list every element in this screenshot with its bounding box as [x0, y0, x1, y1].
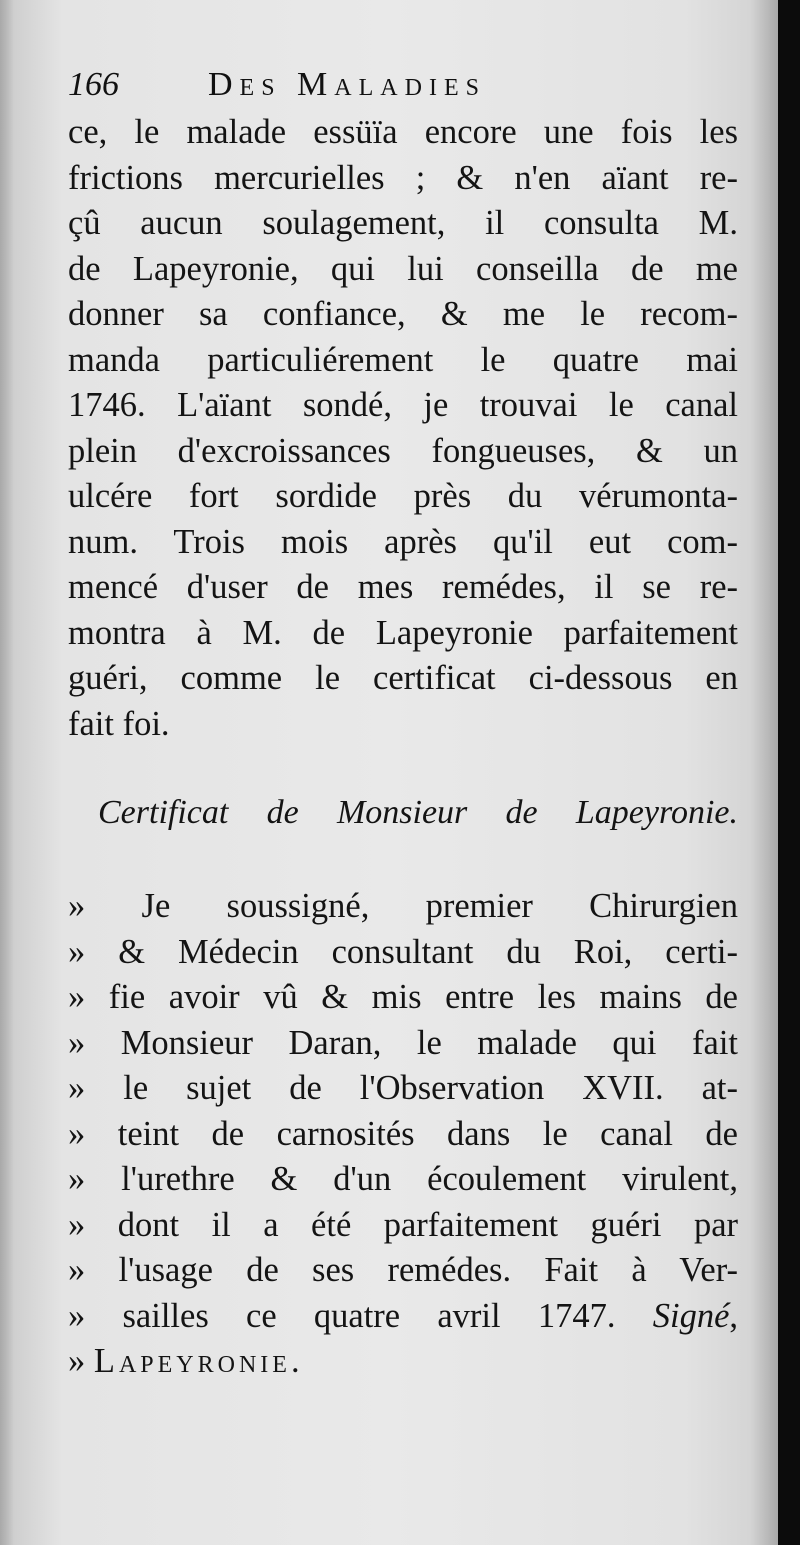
- text-line: donner sa confiance, & me le recom-: [68, 295, 738, 333]
- text-line: ce, le malade essüïa encore une fois les: [68, 113, 738, 151]
- page-header: [68, 66, 728, 106]
- page-spine-shadow: [0, 0, 14, 1545]
- text-line: frictions mercurielles ; & n'en aïant re-: [68, 158, 738, 197]
- quoted-line: » teint de carnosités dans le canal de: [68, 1114, 738, 1153]
- quoted-line: » l'usage de ses remédes. Fait à Ver-: [68, 1251, 738, 1289]
- text-line: ulcére fort sordide près du vérumonta-: [68, 477, 738, 515]
- quoted-line-text: » sailles ce quatre avril 1747.: [68, 1296, 616, 1335]
- running-title: Des Maladies: [208, 66, 486, 103]
- text-line: manda particuliérement le quatre mai: [68, 340, 738, 379]
- quoted-line-with-signed: » sailles ce quatre avril 1747. Signé,: [68, 1296, 739, 1335]
- quoted-line: » le sujet de l'Observation XVII. at-: [68, 1069, 738, 1107]
- text-line: num. Trois mois après qu'il eut com-: [68, 522, 738, 561]
- certificate-text: [68, 884, 738, 1385]
- quoted-line: » fie avoir vû & mis entre les mains de: [68, 978, 738, 1016]
- signature-line: » Lapeyronie.: [68, 1342, 304, 1380]
- quoted-line: » l'urethre & d'un écoulement virulent,: [68, 1160, 738, 1198]
- quoted-line: » & Médecin consultant du Roi, certi-: [68, 932, 738, 971]
- text-line: çû aucun soulagement, il consulta M.: [68, 204, 738, 242]
- quoted-line: » dont il a été parfaitement guéri par: [68, 1205, 738, 1244]
- text-line: 1746. L'aïant sondé, je trouvai le canal: [68, 386, 738, 424]
- text-line: plein d'excroissances fongueuses, & un: [68, 431, 738, 470]
- text-line: guéri, comme le certificat ci-dessous en: [68, 659, 738, 697]
- signature: Lapeyronie.: [93, 1342, 304, 1380]
- page-number: 166: [68, 66, 119, 103]
- certificate-title: Certificat de Monsieur de Lapeyronie.: [98, 794, 738, 831]
- text-line: montra à M. de Lapeyronie parfaitement: [68, 613, 738, 652]
- text-line: de Lapeyronie, qui lui conseilla de me: [68, 249, 738, 288]
- observation-text: [68, 110, 738, 747]
- page-edge-shadow: [750, 0, 778, 1545]
- text-line: fait foi.: [68, 704, 170, 743]
- text-line: mencé d'user de mes remédes, il se re-: [68, 568, 738, 606]
- signed-label: Signé: [652, 1296, 730, 1335]
- quoted-line: » Monsieur Daran, le malade qui fait: [68, 1023, 738, 1062]
- quoted-line: » Je soussigné, premier Chirurgien: [68, 887, 738, 925]
